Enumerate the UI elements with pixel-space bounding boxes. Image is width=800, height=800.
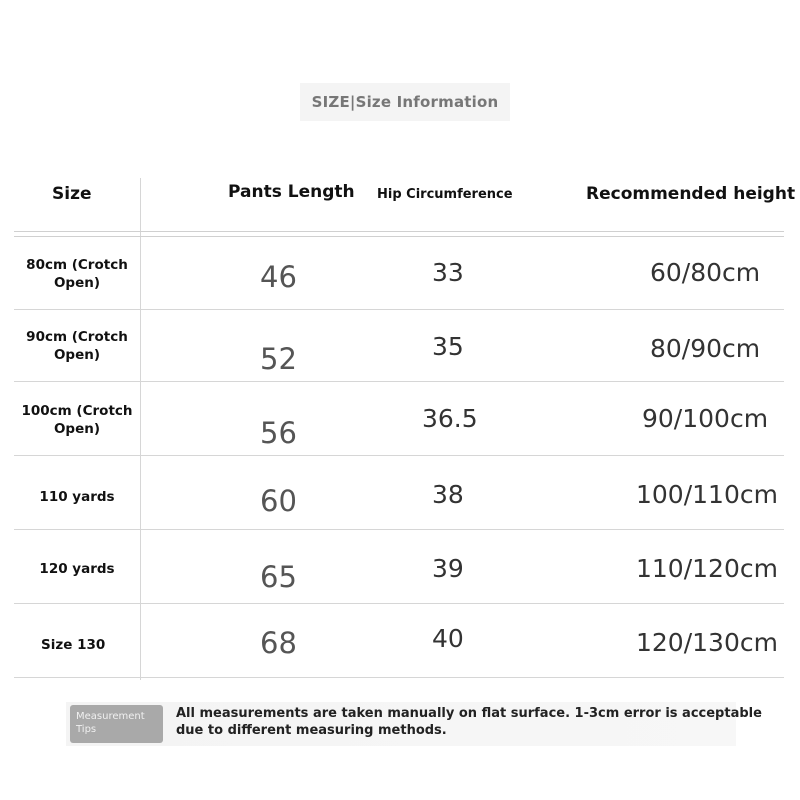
hip-value: 35: [432, 332, 464, 361]
row-rule: [14, 677, 784, 678]
measurement-tips-badge: [70, 705, 163, 743]
pants-length-value: 56: [260, 416, 297, 450]
pants-length-value: 68: [260, 626, 297, 660]
size-label-line2: Open): [53, 421, 101, 437]
page-title: SIZE|Size Information: [311, 93, 499, 111]
badge-line1: Measurement: [76, 711, 145, 722]
header-hip-circumference: Hip Circumference: [377, 186, 513, 202]
size-cell: [14, 606, 140, 678]
table-row: [14, 238, 784, 310]
hip-value: 33: [432, 258, 464, 287]
row-rule: [14, 381, 784, 382]
height-value: 90/100cm: [642, 404, 769, 433]
size-label-line2: Open): [53, 347, 101, 363]
badge-line2: Tips: [76, 724, 97, 735]
height-value: 60/80cm: [650, 258, 761, 287]
height-value: 80/90cm: [650, 334, 761, 363]
pants-length-value: 60: [260, 484, 297, 518]
height-value: 120/130cm: [636, 628, 778, 657]
header-size: Size: [52, 184, 92, 204]
hip-value: 38: [432, 480, 464, 509]
table-row: [14, 384, 784, 456]
size-label-line2: Open): [53, 275, 101, 291]
header-rule: [14, 231, 784, 232]
header-rule-2: [14, 236, 784, 237]
table-row: [14, 532, 784, 604]
hip-value: 36.5: [422, 404, 478, 433]
measurement-note-text: All measurements are taken manually on flat surface. 1-3cm error is acceptable due to different measuring methods.: [176, 706, 762, 738]
height-value: 110/120cm: [636, 554, 778, 583]
size-label-line1: 90cm (Crotch: [26, 329, 128, 345]
pants-length-value: 65: [260, 560, 297, 594]
size-label-line1: 80cm (Crotch: [26, 257, 128, 273]
size-cell: [14, 458, 140, 530]
row-rule: [14, 455, 784, 456]
size-cell: [14, 384, 140, 456]
row-rule: [14, 603, 784, 604]
pants-length-value: 46: [260, 260, 297, 294]
size-cell: [14, 532, 140, 604]
header-recommended-height: Recommended height: [586, 184, 796, 204]
size-cell: [14, 310, 140, 382]
size-label-line1: 120 yards: [39, 561, 115, 577]
size-cell: [14, 238, 140, 310]
row-rule: [14, 529, 784, 530]
pants-length-value: 52: [260, 342, 297, 376]
size-label-line1: 110 yards: [39, 489, 115, 505]
header-pants-length: Pants Length: [228, 182, 355, 202]
size-label-line1: Size 130: [41, 637, 106, 653]
title-banner: [300, 83, 510, 121]
hip-value: 39: [432, 554, 464, 583]
table-row: [14, 458, 784, 530]
hip-value: 40: [432, 624, 464, 653]
table-row: [14, 606, 784, 678]
size-label-line1: 100cm (Crotch: [21, 403, 133, 419]
table-row: [14, 310, 784, 382]
height-value: 100/110cm: [636, 480, 778, 509]
